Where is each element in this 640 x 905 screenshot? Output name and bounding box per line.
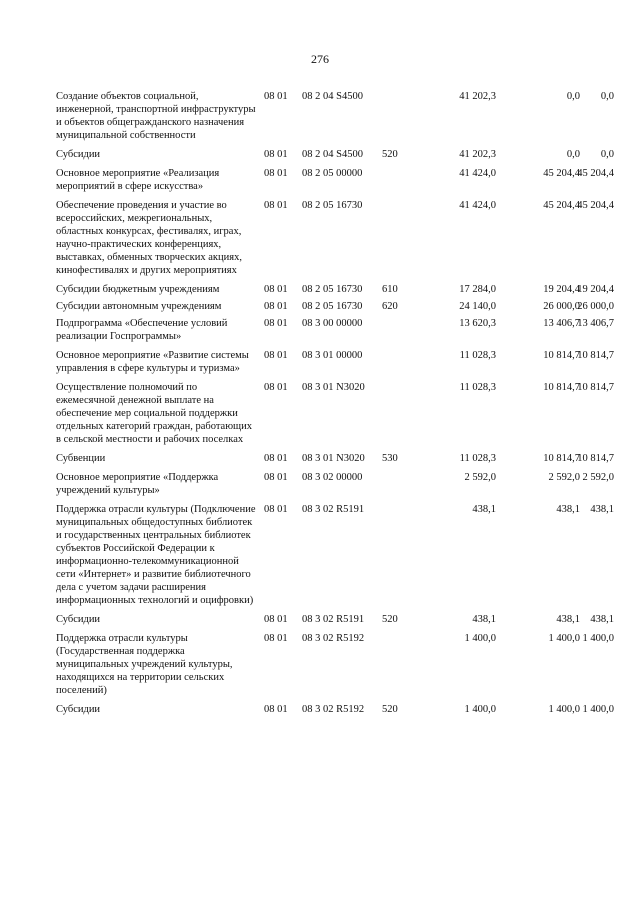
row-value-3: 10 814,7	[577, 453, 614, 464]
row-section: 08 01	[264, 149, 288, 160]
row-value-1: 41 202,3	[459, 149, 496, 160]
row-value-2: 438,1	[556, 614, 580, 625]
row-value-3: 0,0	[600, 91, 614, 102]
row-section: 08 01	[264, 453, 288, 464]
row-value-2: 45 204,4	[543, 168, 580, 179]
row-value-3: 0,0	[600, 149, 614, 160]
row-expense-type: 530	[382, 453, 398, 464]
row-name: Осуществление полномочий по ежемесячной денежной выплате на обеспечение мер социальной поддержки отдельных категорий граждан, работающих в сельской местности и рабочих поселках	[56, 382, 253, 445]
row-value-3: 10 814,7	[577, 350, 614, 361]
row-section: 08 01	[264, 318, 288, 329]
row-section: 08 01	[264, 301, 288, 312]
table-row	[56, 703, 614, 716]
row-name: Основное мероприятие «Реализация мероприятий в сфере искусства»	[56, 168, 220, 192]
row-code: 08 3 02 R5192	[302, 704, 365, 715]
row-name: Субсидии автономным учреждениям	[56, 301, 222, 312]
table-row	[56, 471, 614, 497]
table-row	[56, 503, 614, 607]
row-value-2: 10 814,7	[543, 382, 580, 393]
row-code: 08 2 04 S4500	[302, 91, 363, 102]
table-row	[56, 90, 614, 142]
row-expense-type: 520	[382, 614, 398, 625]
row-value-3: 1 400,0	[582, 704, 614, 715]
row-value-3: 1 400,0	[582, 633, 614, 644]
row-value-1: 41 202,3	[459, 91, 496, 102]
budget-table	[56, 90, 614, 716]
row-value-1: 11 028,3	[459, 453, 496, 464]
table-row	[56, 167, 614, 193]
row-value-1: 2 592,0	[464, 472, 496, 483]
row-name: Основное мероприятие «Развитие системы управления в сфере культуры и туризма»	[56, 350, 249, 374]
row-name: Субвенции	[56, 453, 106, 464]
row-value-3: 438,1	[590, 504, 614, 515]
row-value-2: 2 592,0	[548, 472, 580, 483]
table-row	[56, 452, 614, 465]
page-number: 276	[311, 52, 329, 66]
row-value-1: 41 424,0	[459, 200, 496, 211]
row-value-2: 26 000,0	[543, 301, 580, 312]
row-name: Субсидии	[56, 149, 101, 160]
row-value-2: 0,0	[566, 91, 580, 102]
row-name: Поддержка отрасли культуры (Подключение муниципальных общедоступных библиотек и государственных центральных библиотек субъектов Российской Федерации к информационно-телекоммуникационной сети «Интернет» и развитие библиотечного дела с учетом задачи расширения информационных технологий и оцифровки)	[56, 504, 256, 606]
row-name: Обеспечение проведения и участие во всероссийских, межрегиональных, областных конкурсах, фестивалях, играх, научно-практических конференциях, выставках, обменных творческих акциях, кинофестивалях и других мероприятиях	[56, 200, 242, 276]
row-name: Поддержка отрасли культуры (Государственная поддержка муниципальных учреждений культуры, находящихся на территории сельских поселений)	[56, 633, 233, 696]
row-section: 08 01	[264, 472, 288, 483]
row-section: 08 01	[264, 91, 288, 102]
row-value-1: 11 028,3	[459, 350, 496, 361]
row-expense-type: 520	[382, 704, 398, 715]
row-code: 08 3 02 R5191	[302, 614, 365, 625]
row-name: Субсидии	[56, 614, 101, 625]
row-value-1: 1 400,0	[464, 633, 496, 644]
row-value-3: 438,1	[590, 614, 614, 625]
row-value-1: 24 140,0	[459, 301, 496, 312]
table-row	[56, 613, 614, 626]
row-section: 08 01	[264, 614, 288, 625]
row-value-2: 0,0	[566, 149, 580, 160]
table-row	[56, 349, 614, 375]
row-value-2: 13 406,7	[543, 318, 580, 329]
table-row	[56, 632, 614, 697]
row-name: Основное мероприятие «Поддержка учреждений культуры»	[56, 472, 219, 496]
row-value-1: 438,1	[472, 614, 496, 625]
row-value-2: 1 400,0	[548, 633, 580, 644]
row-code: 08 2 05 16730	[302, 200, 363, 211]
row-code: 08 3 01 N3020	[302, 453, 365, 464]
row-value-2: 438,1	[556, 504, 580, 515]
row-value-2: 10 814,7	[543, 453, 580, 464]
row-name: Субсидии	[56, 704, 101, 715]
row-code: 08 3 02 00000	[302, 472, 363, 483]
row-section: 08 01	[264, 504, 288, 515]
row-code: 08 3 01 00000	[302, 350, 363, 361]
row-section: 08 01	[264, 168, 288, 179]
row-expense-type: 520	[382, 149, 398, 160]
row-code: 08 2 05 16730	[302, 284, 363, 295]
row-value-3: 19 204,4	[577, 284, 614, 295]
row-value-2: 19 204,4	[543, 284, 580, 295]
row-value-3: 10 814,7	[577, 382, 614, 393]
row-code: 08 3 01 N3020	[302, 382, 365, 393]
row-section: 08 01	[264, 382, 288, 393]
table-row	[56, 317, 614, 343]
row-value-1: 41 424,0	[459, 168, 496, 179]
row-code: 08 2 04 S4500	[302, 149, 363, 160]
row-name: Субсидии бюджетным учреждениям	[56, 284, 220, 295]
table-row	[56, 148, 614, 161]
row-value-3: 26 000,0	[577, 301, 614, 312]
table-row	[56, 199, 614, 277]
row-value-3: 45 204,4	[577, 200, 614, 211]
row-value-2: 10 814,7	[543, 350, 580, 361]
row-code: 08 3 02 R5191	[302, 504, 365, 515]
row-section: 08 01	[264, 704, 288, 715]
table-row	[56, 381, 614, 446]
row-value-1: 13 620,3	[459, 318, 496, 329]
table-row	[56, 283, 614, 296]
row-code: 08 2 05 16730	[302, 301, 363, 312]
row-code: 08 3 00 00000	[302, 318, 363, 329]
row-section: 08 01	[264, 200, 288, 211]
row-name: Создание объектов социальной, инженерной, транспортной инфраструктуры и объектов общегражданского назначения муниципальной собственности	[56, 91, 256, 141]
row-section: 08 01	[264, 350, 288, 361]
row-expense-type: 610	[382, 284, 398, 295]
row-value-2: 1 400,0	[548, 704, 580, 715]
table-row	[56, 300, 614, 313]
row-value-1: 1 400,0	[464, 704, 496, 715]
row-value-1: 17 284,0	[459, 284, 496, 295]
row-section: 08 01	[264, 284, 288, 295]
row-value-1: 438,1	[472, 504, 496, 515]
row-value-3: 45 204,4	[577, 168, 614, 179]
row-name: Подпрограмма «Обеспечение условий реализации Госпрограммы»	[56, 318, 228, 342]
row-expense-type: 620	[382, 301, 398, 312]
row-value-3: 2 592,0	[582, 472, 614, 483]
row-value-2: 45 204,4	[543, 200, 580, 211]
row-section: 08 01	[264, 633, 288, 644]
row-code: 08 3 02 R5192	[302, 633, 365, 644]
row-value-3: 13 406,7	[577, 318, 614, 329]
row-code: 08 2 05 00000	[302, 168, 363, 179]
row-value-1: 11 028,3	[459, 382, 496, 393]
